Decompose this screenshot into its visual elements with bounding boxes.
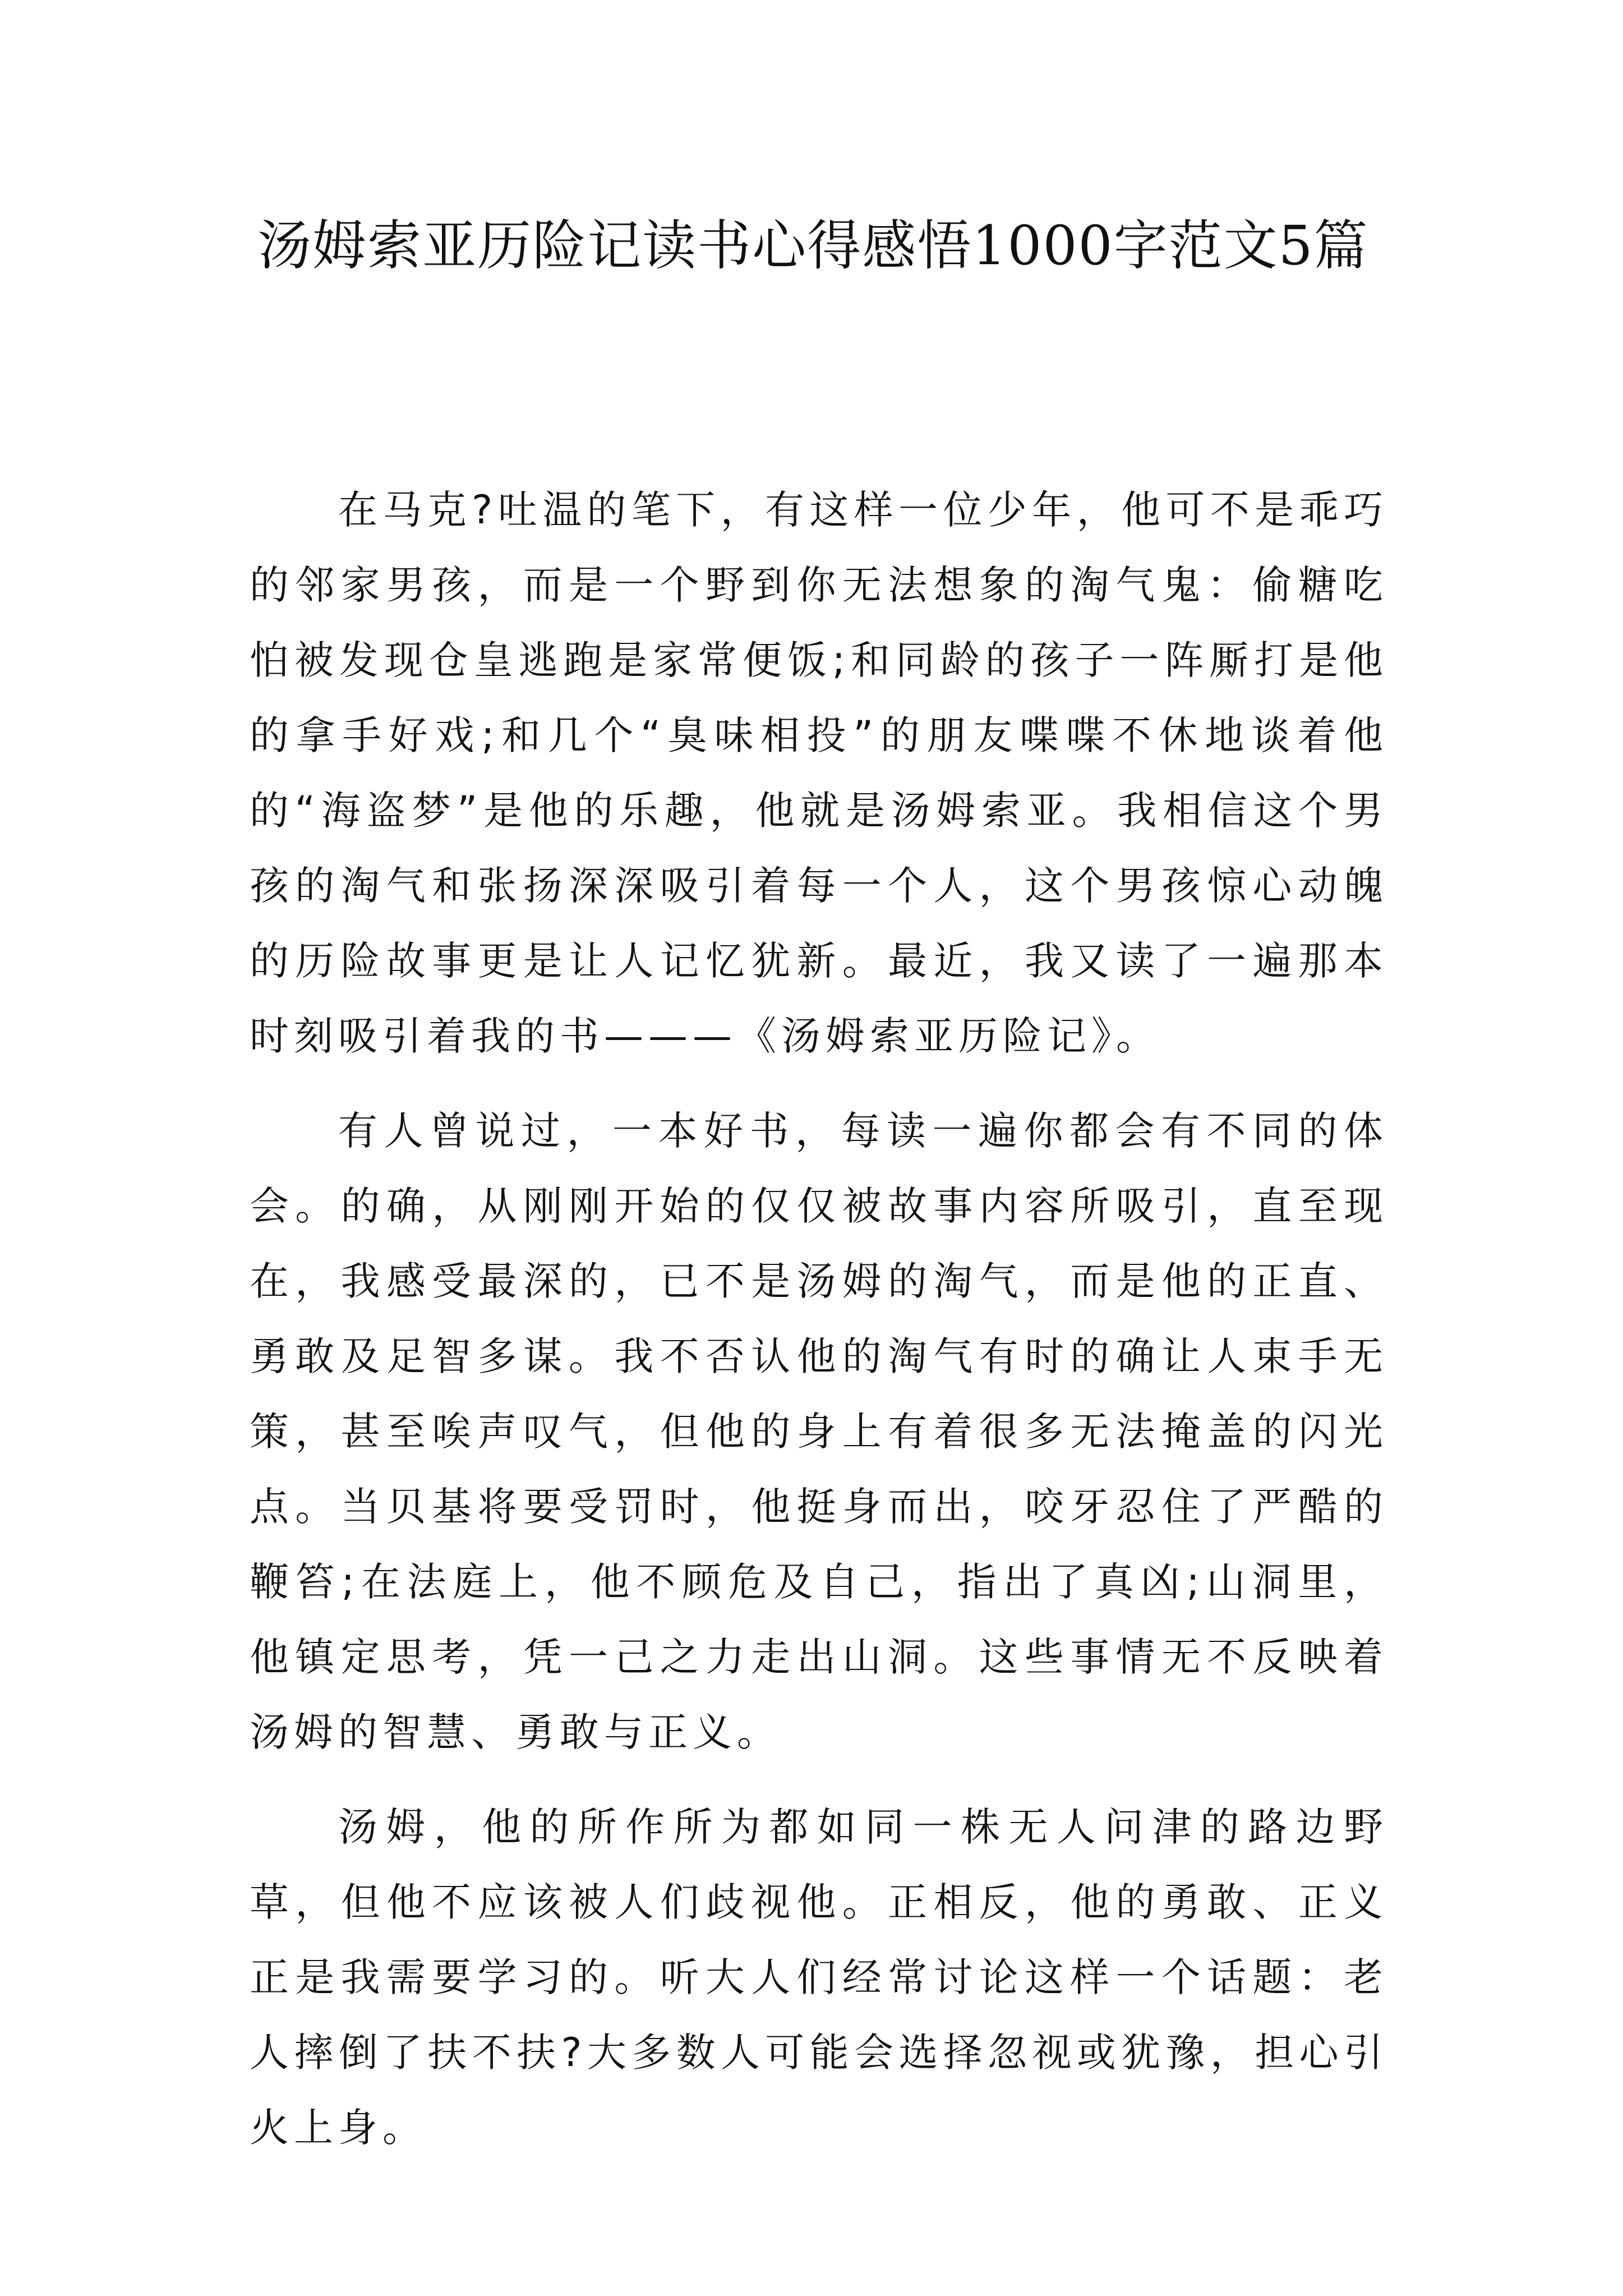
document-body (250, 472, 1388, 2185)
document-title: 汤姆索亚历险记读书心得感悟1000字范文5篇 (257, 214, 1369, 277)
paragraph: 在马克?吐温的笔下，有这样一位少年，他可不是乖巧的邻家男孩，而是一个野到你无法想象的淘气鬼：偷糖吃怕被发现仓皇逃跑是家常便饭;和同龄的孩子一阵厮打是他的拿手好戏;和几个“臭味相投”的朋友喋喋不休地谈着他的“海盗梦”是他的乐趣，他就是汤姆索亚。我相信这个男孩的淘气和张扬深深吸引着每一个人，这个男孩惊心动魄的历险故事更是让人记忆犹新。最近，我又读了一遍那本时刻吸引着我的书———《汤姆索亚历险记》。 (250, 487, 1388, 1059)
paragraph: 有人曾说过，一本好书，每读一遍你都会有不同的体会。的确，从刚刚开始的仅仅被故事内容所吸引，直至现在，我感受最深的，已不是汤姆的淘气，而是他的正直、勇敢及足智多谋。我不否认他的淘气有时的确让人束手无策，甚至唉声叹气，但他的身上有着很多无法掩盖的闪光点。当贝基将要受罚时，他挺身而出，咬牙忍住了严酷的鞭笞;在法庭上，他不顾危及自己，指出了真凶;山洞里，他镇定思考，凭一己之力走出山洞。这些事情无不反映着汤姆的智慧、勇敢与正义。 (250, 1108, 1388, 1755)
paragraph: 汤姆，他的所作所为都如同一株无人问津的路边野草，但他不应该被人们歧视他。正相反，他的勇敢、正义正是我需要学习的。听大人们经常讨论这样一个话题：老人摔倒了扶不扶?大多数人可能会选择忽视或犹豫，担心引火上身。 (250, 1804, 1388, 2151)
